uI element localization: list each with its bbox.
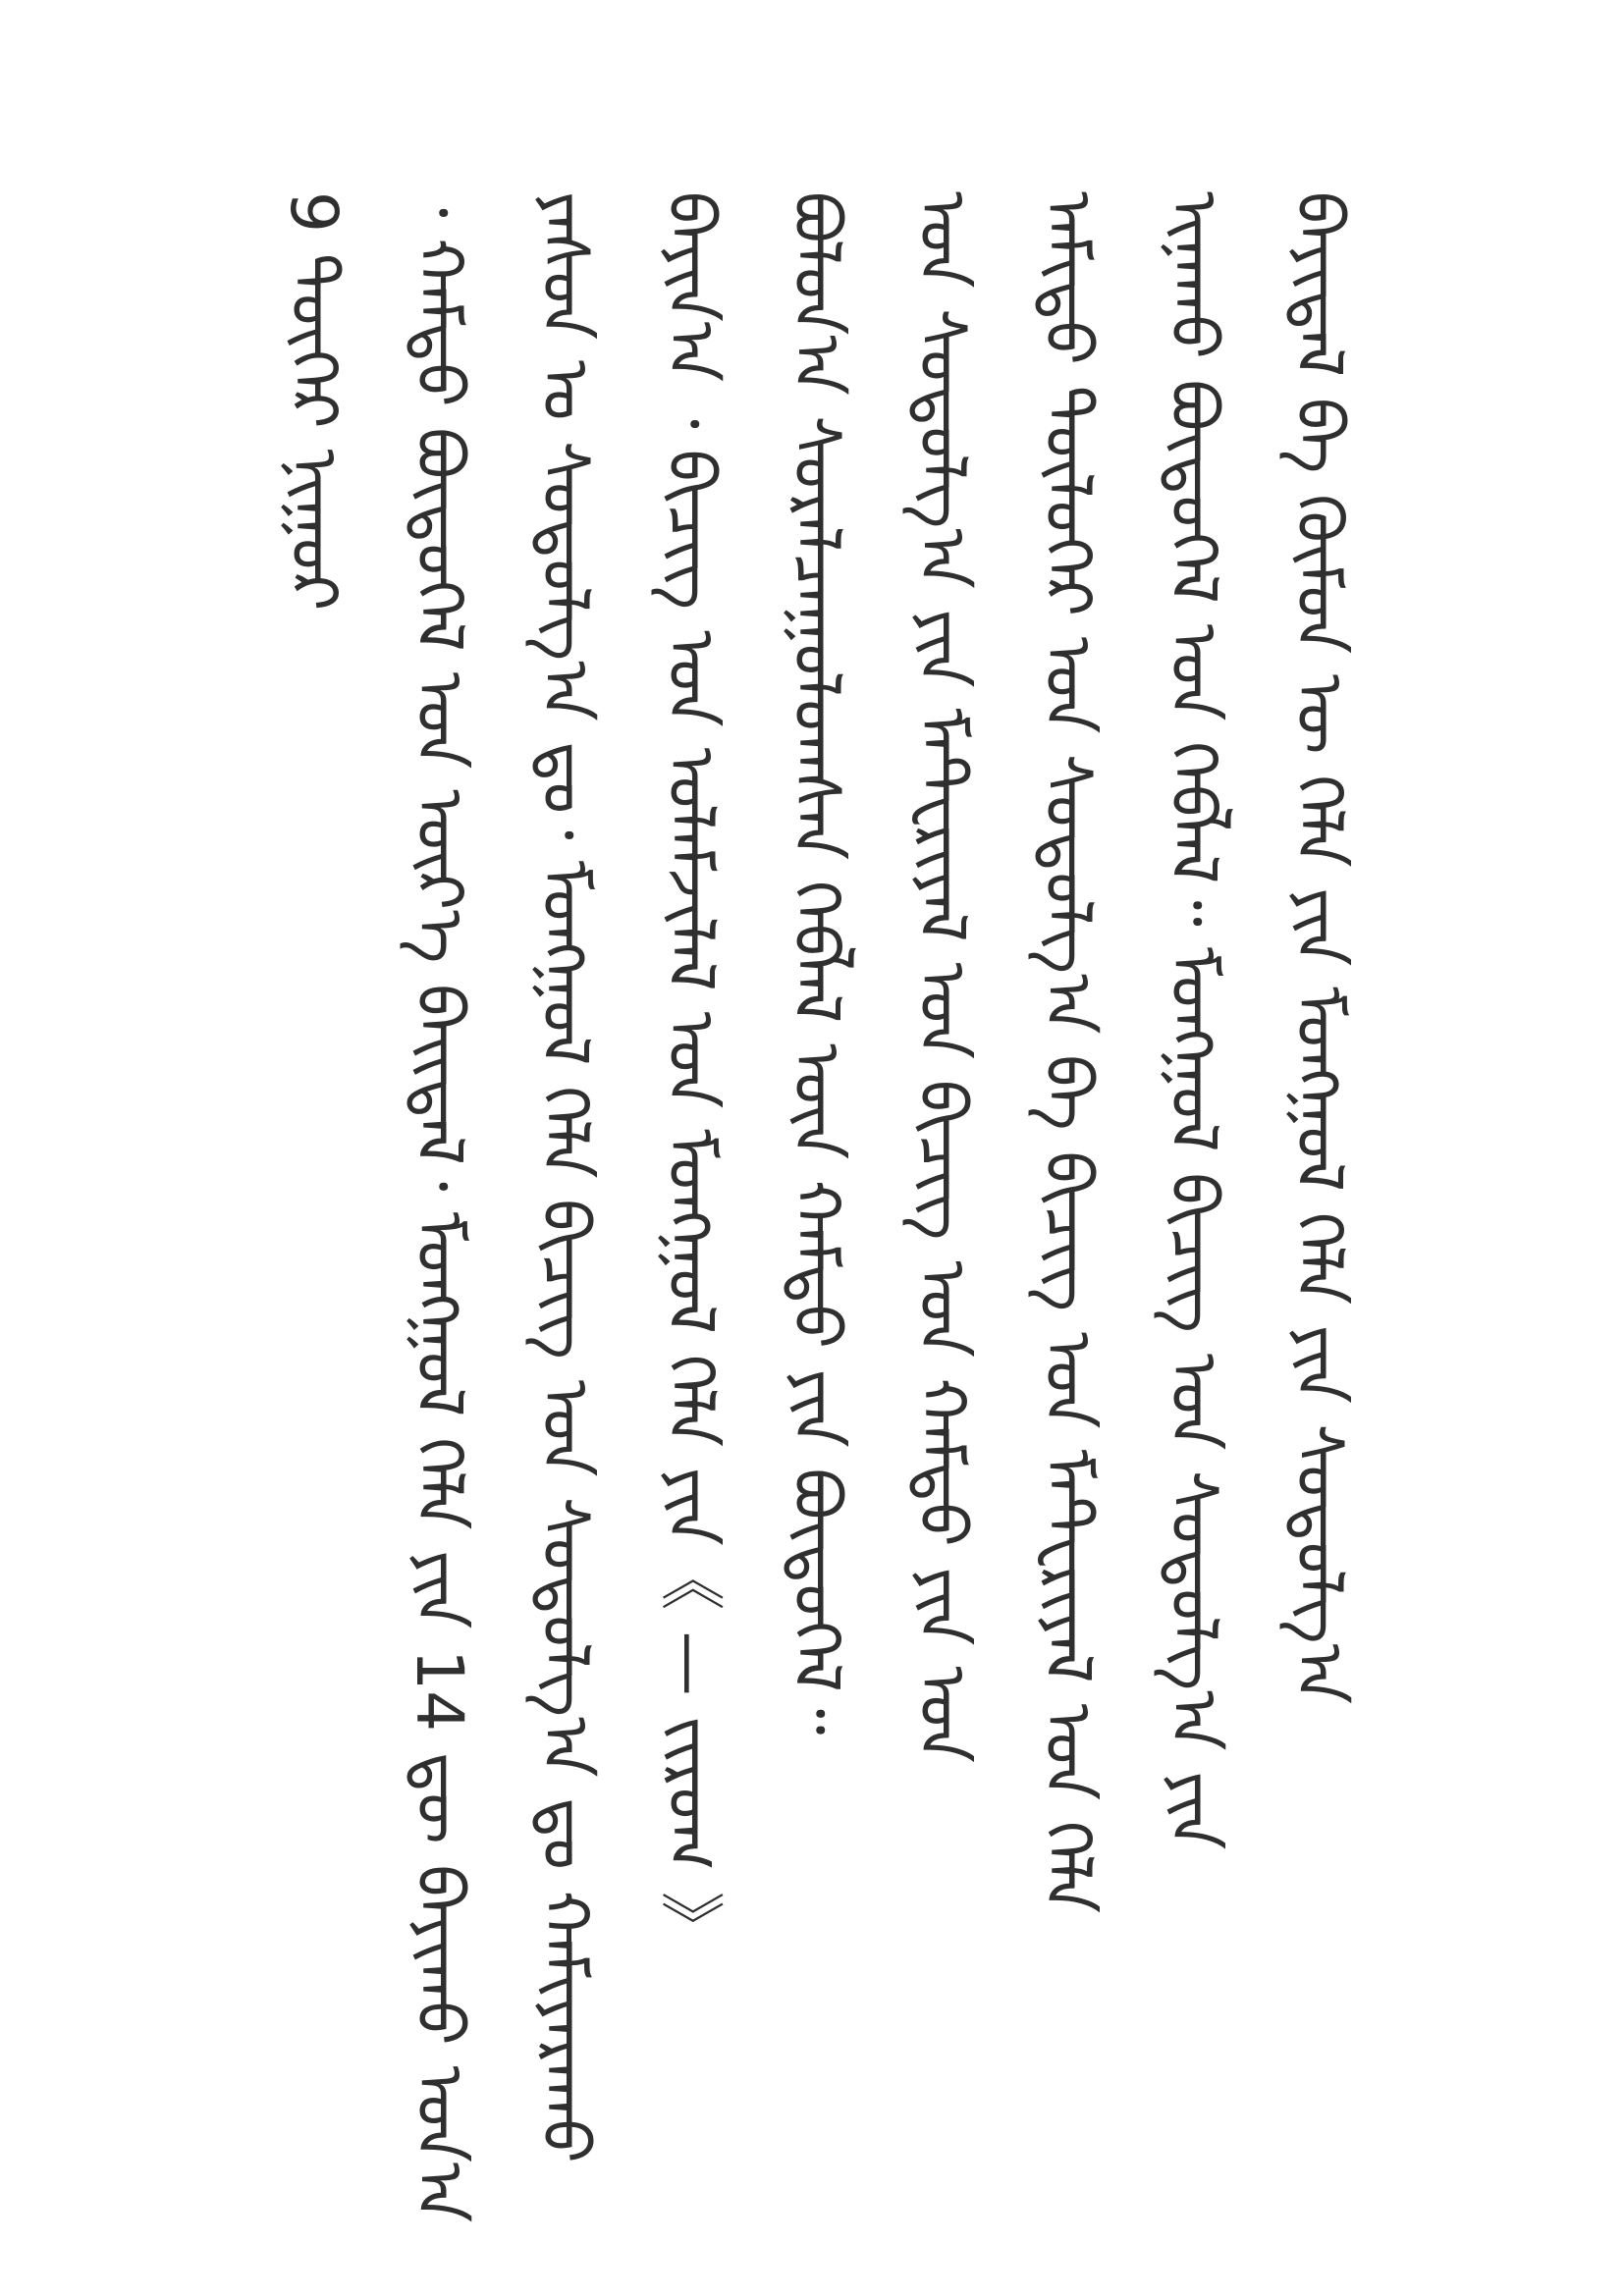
vertical-mongolian-text <box>250 191 1357 2223</box>
text-line: ᠢᠨᠠᠬᠤ ᠪᠦᠲᠦᠭᠡᠯ ᠤᠨ ᠬᠡᠪᠯᠡᠯ᠃ ᠮᠣᠩᠭᠣᠯ ᠪᠢᠴᠢᠭ ᠤᠨ ᠰᠤᠳᠤᠯᠭ᠎ᠠ ᠶᠢᠨ <box>1156 191 1231 1850</box>
text-line: ᠪᠠᠶᠢᠳᠠᠯ ᠪᠠ ᠬᠦᠮᠦᠨ ᠦ ᠬᠡᠯᠡ ᠶᠢᠨ ᠮᠣᠩᠭᠣᠯ ᠬᠡᠯᠡ ᠶᠢᠨ ᠰᠤᠳᠤᠯᠭ᠎ᠠ <box>1281 191 1357 1704</box>
text-line: ᠪᠣᠯᠤᠨ᠎ᠠ ᠰᠤᠷᠠᠯᠴᠠᠭᠤᠯᠤᠭᠰᠠᠨ ᠬᠡᠪᠯᠡᠯ ᠦᠨ ᠬᠠᠮᠲᠤ ᠶᠢᠨ ᠪᠦᠲᠦᠭᠡᠯ᠃ <box>779 191 854 1735</box>
page-number-line: 9 ᠳᠦᠭᠡᠷ ᠨᠢᠭᠤᠷ <box>276 191 352 612</box>
text-line: ᠂ ᠬᠠᠮᠲᠤ ᠪᠦᠲᠦᠭᠡᠯ ᠤᠨ ᠦᠷ᠎ᠡ ᠪᠠᠢᠳᠠᠯ᠂ ᠮᠣᠩᠭᠣᠯ ᠬᠡᠯᠡ ᠶᠢᠨ 14 ᠳᠦ ᠪᠠᠶᠢᠬᠤ ᠣᠨ᠎ᠠ <box>402 191 477 2223</box>
text-line: ᠠᠮᠢᠳᠤ ᠲᠦᠯᠦᠭᠡᠷ ᠤᠨ ᠰᠤᠳᠤᠯᠭ᠎ᠠ ᠪᠠ ᠪᠢᠴᠢᠭ ᠤᠨ ᠮᠠᠲᠸᠷᠢᠶᠠᠯ ᠤᠨ ᠬᠡᠯᠡ <box>1030 191 1106 1914</box>
text-line: ᠤᠨ ᠰᠤᠳᠤᠯᠭ᠎ᠠ ᠶᠢᠨ ᠮᠠᠲᠸᠷᠢᠶᠠᠯ ᠤᠨ ᠪᠢᠴᠢᠭ ᠤᠨ ᠬᠠᠮᠲᠤ ᠶᠢᠨ ᠤᠨ <box>904 191 980 1763</box>
text-line: ᠶᠠᠰᠤᠨ ᠤ ᠰᠤᠳᠤᠯᠭ᠎ᠠ ᠳᠤ᠂ ᠮᠣᠩᠭᠣᠯ ᠬᠡᠯᠡ ᠪᠢᠴᠢᠭ ᠤᠨ ᠰᠤᠳᠤᠯᠭ᠎ᠠ ᠳᠤ ᠬᠠᠮᠢᠶᠠᠷᠠᠬᠤ <box>527 191 603 2163</box>
text-line: ᠪᠠᠶᠢᠨ᠎ᠠ ᠂ ᠪᠢᠴᠢᠭ ᠤᠨ ᠤᠯᠠᠮᠵᠢᠯᠠᠯ ᠤᠨ ᠮᠣᠩᠭᠣᠯ ᠬᠡᠯᠡ ᠶᠢᠨ《 — ᠵᠢᠷᠤᠭ 》 <box>653 191 729 1956</box>
